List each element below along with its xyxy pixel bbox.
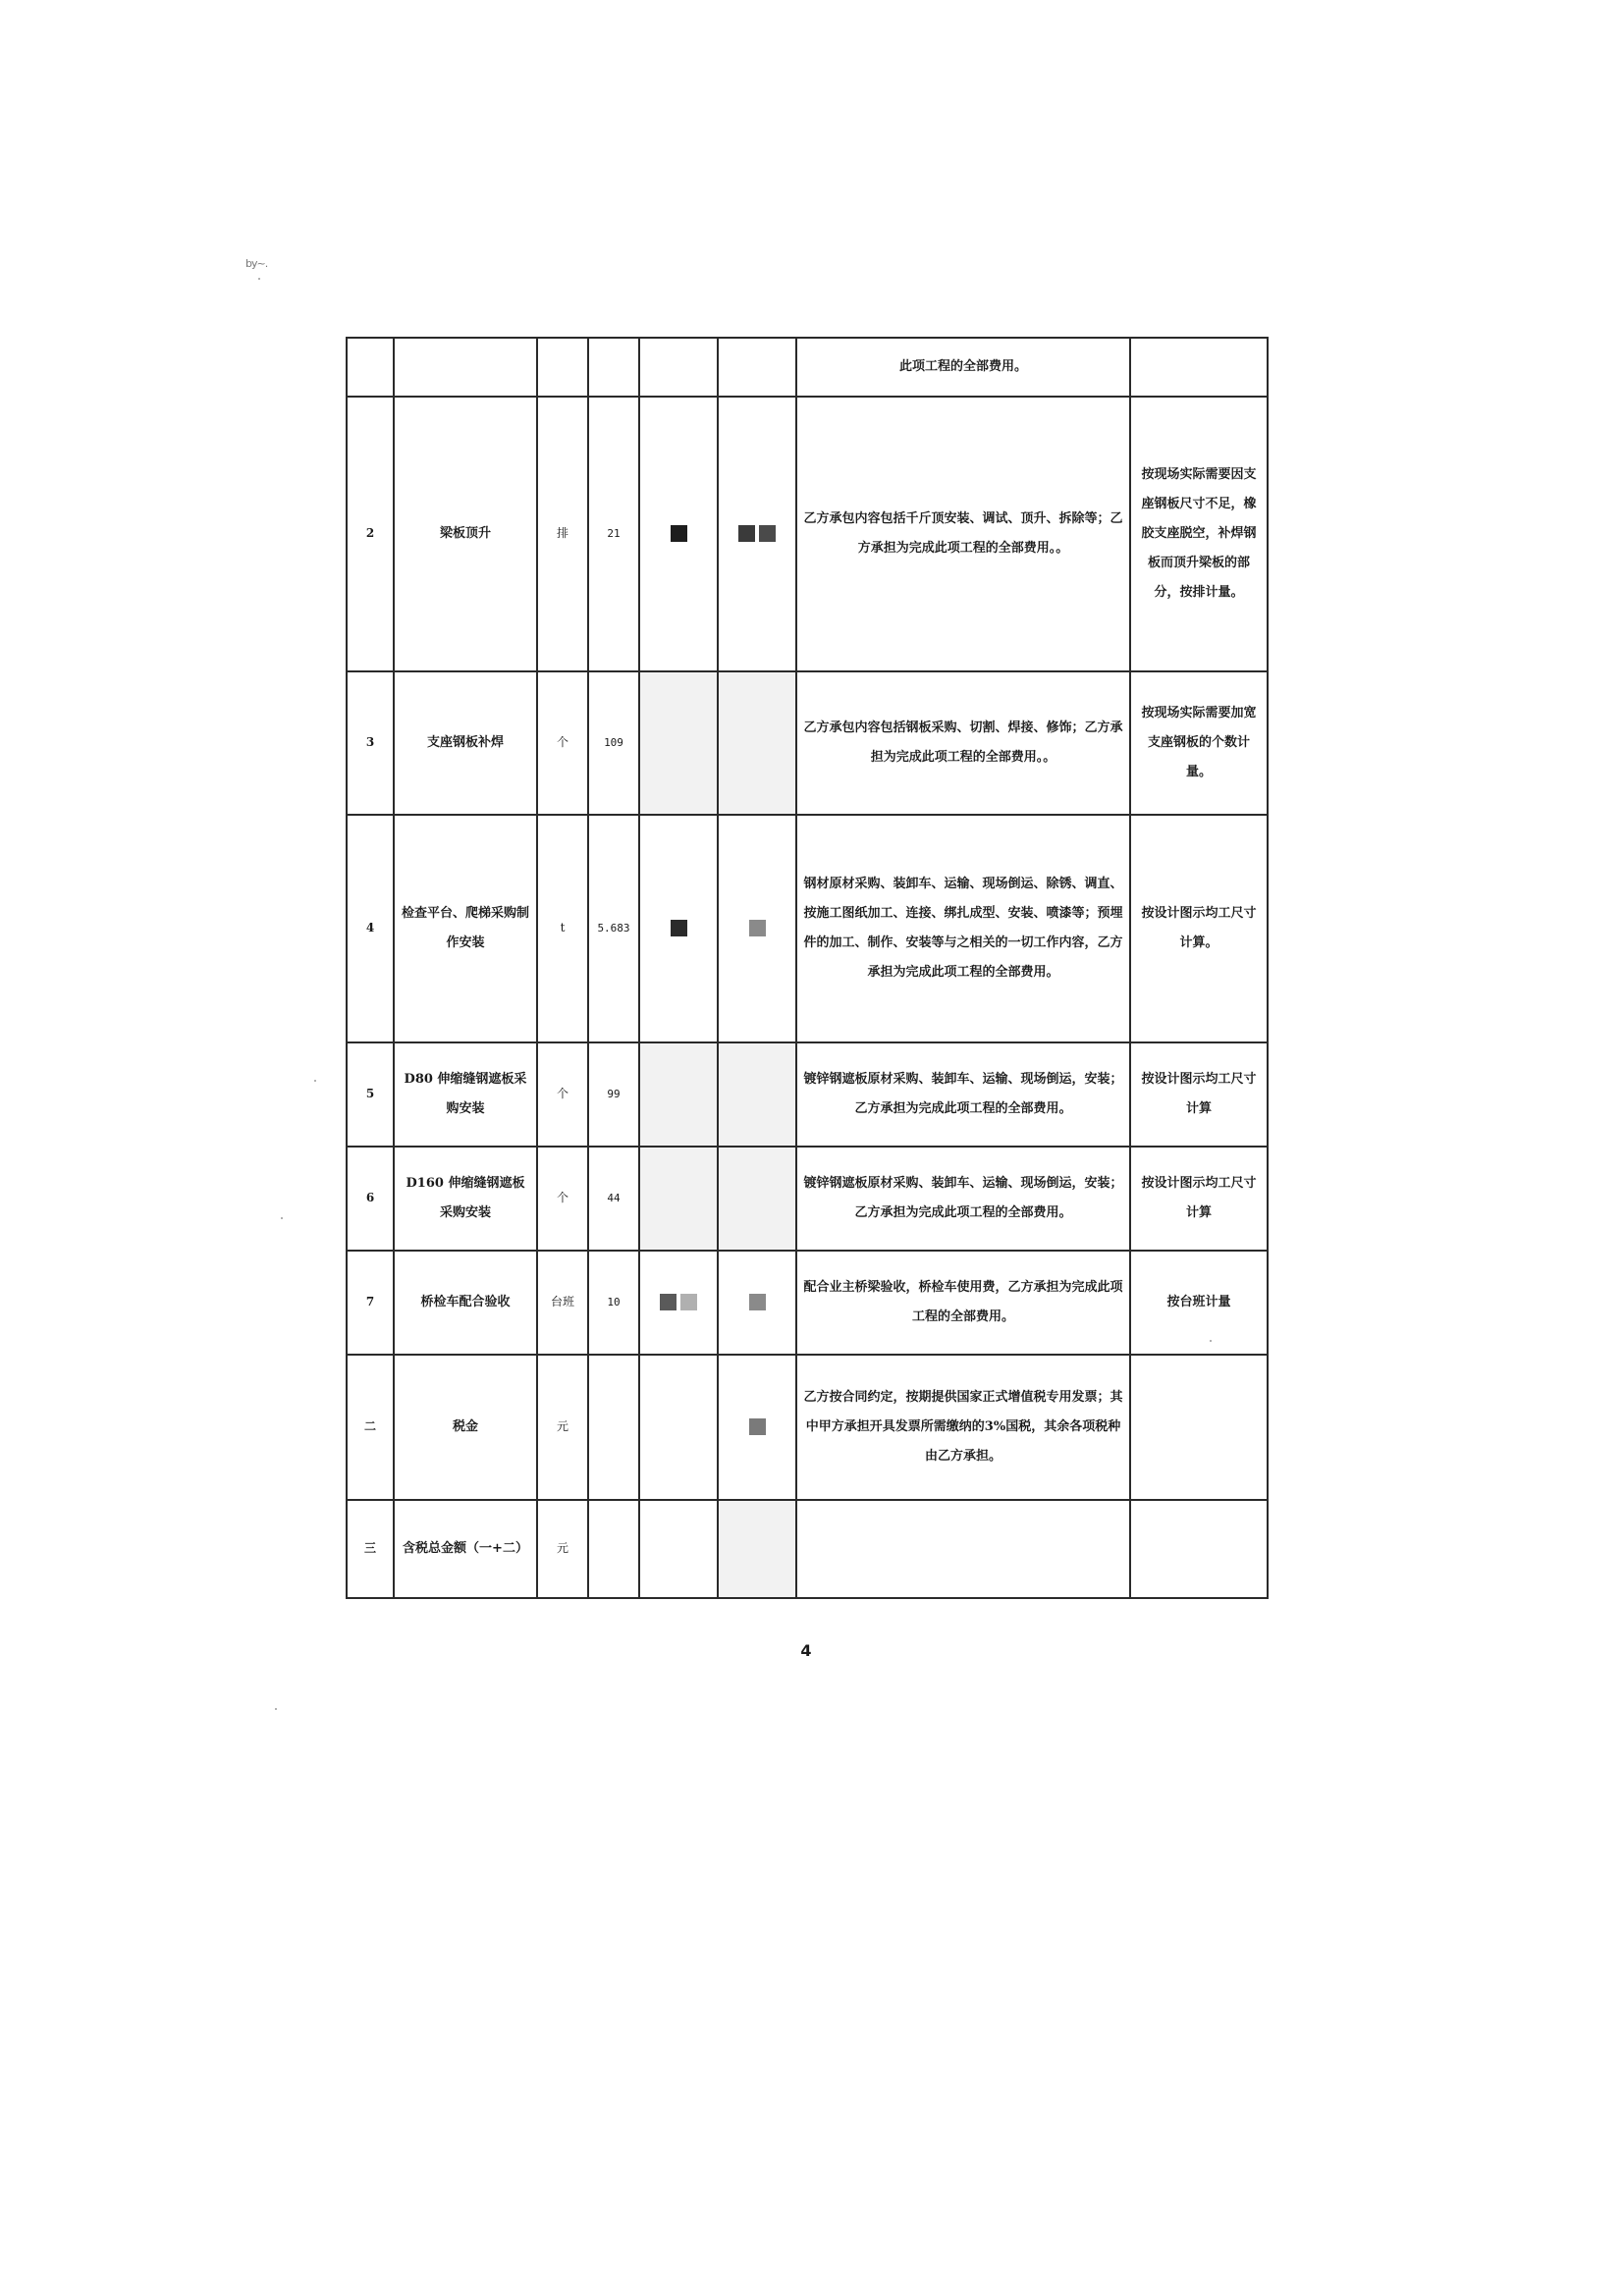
table-row — [347, 1042, 1268, 1147]
redaction-block — [759, 525, 776, 542]
redaction-block — [671, 525, 687, 542]
cell-amount-redacted — [718, 1251, 796, 1355]
table-row — [347, 1147, 1268, 1251]
cell-description: 镀锌钢遮板原材采购、装卸车、运输、现场倒运，安装；乙方承担为完成此项工程的全部费用。 — [796, 1042, 1130, 1147]
cell-item-name: 税金 — [394, 1355, 537, 1500]
cell-note: 按设计图示均工尺寸计算。 — [1130, 815, 1268, 1042]
cell-note — [1130, 1500, 1268, 1598]
cell-unit: 元 — [537, 1355, 588, 1500]
table-row — [347, 671, 1268, 815]
redaction-block — [749, 1418, 766, 1435]
cell-description: 乙方按合同约定，按期提供国家正式增值税专用发票；其中甲方承担开具发票所需缴纳的3%国税，其余各项税种由乙方承担。 — [796, 1355, 1130, 1500]
cell-empty — [537, 338, 588, 397]
cell-quantity — [588, 1355, 639, 1500]
cell-unit-price-redacted — [639, 1500, 718, 1598]
cell-description: 镀锌钢遮板原材采购、装卸车、运输、现场倒运，安装；乙方承担为完成此项工程的全部费用。 — [796, 1147, 1130, 1251]
cell-amount-redacted — [718, 671, 796, 815]
cell-item-name: D160 伸缩缝钢遮板采购安装 — [394, 1147, 537, 1251]
cell-description — [796, 1500, 1130, 1598]
cell-quantity: 10 — [588, 1251, 639, 1355]
cell-item-no: 3 — [347, 671, 394, 815]
scan-speck — [314, 1080, 316, 1082]
scan-speck — [258, 278, 260, 280]
cell-note: 按现场实际需要加宽支座钢板的个数计量。 — [1130, 671, 1268, 815]
redaction-block — [738, 525, 755, 542]
cell-unit: t — [537, 815, 588, 1042]
cell-note: 按设计图示均工尺寸计算 — [1130, 1147, 1268, 1251]
cell-description: 钢材原材采购、装卸车、运输、现场倒运、除锈、调直、按施工图纸加工、连接、绑扎成型、安装、喷漆等；预埋件的加工、制作、安装等与之相关的一切工作内容，乙方承担为完成此项工程的全部费用。 — [796, 815, 1130, 1042]
cell-unit-price-redacted — [639, 815, 718, 1042]
table-row — [347, 397, 1268, 671]
cell-note — [1130, 1355, 1268, 1500]
cell-item-name: D80 伸缩缝钢遮板采购安装 — [394, 1042, 537, 1147]
cell-unit: 个 — [537, 1042, 588, 1147]
redaction-block — [660, 1294, 677, 1310]
cell-item-name: 桥检车配合验收 — [394, 1251, 537, 1355]
cell-unit-price-redacted — [639, 1147, 718, 1251]
cell-description: 乙方承包内容包括千斤顶安装、调试、顶升、拆除等；乙方承担为完成此项工程的全部费用。。 — [796, 397, 1130, 671]
cell-item-no: 7 — [347, 1251, 394, 1355]
cell-quantity: 5.683 — [588, 815, 639, 1042]
redaction-block — [749, 920, 766, 936]
cell-amount-redacted — [718, 815, 796, 1042]
cell-unit-price-redacted — [639, 397, 718, 671]
cell-unit: 个 — [537, 1147, 588, 1251]
cell-amount-redacted — [718, 1042, 796, 1147]
cell-item-no: 4 — [347, 815, 394, 1042]
cell-item-no: 5 — [347, 1042, 394, 1147]
cell-note: 按设计图示均工尺寸计算 — [1130, 1042, 1268, 1147]
table-row — [347, 1251, 1268, 1355]
redaction-block — [749, 1294, 766, 1310]
scan-mark: by~. — [245, 257, 268, 270]
table-row — [347, 815, 1268, 1042]
cell-item-no: 二 — [347, 1355, 394, 1500]
cell-quantity: 109 — [588, 671, 639, 815]
cell-unit: 台班 — [537, 1251, 588, 1355]
cell-unit-price-redacted — [639, 1042, 718, 1147]
cell-empty — [394, 338, 537, 397]
cell-description: 乙方承包内容包括钢板采购、切割、焊接、修饰；乙方承担为完成此项工程的全部费用。。 — [796, 671, 1130, 815]
cell-unit: 个 — [537, 671, 588, 815]
cell-empty — [639, 338, 718, 397]
page-number: 4 — [800, 1641, 812, 1660]
cell-unit: 元 — [537, 1500, 588, 1598]
cell-item-name: 检查平台、爬梯采购制作安装 — [394, 815, 537, 1042]
redaction-block — [680, 1294, 697, 1310]
cell-unit-price-redacted — [639, 671, 718, 815]
scan-speck — [275, 1708, 277, 1710]
cost-breakdown-table — [346, 337, 1269, 1599]
cell-empty — [1130, 338, 1268, 397]
cell-item-no: 2 — [347, 397, 394, 671]
cell-quantity: 21 — [588, 397, 639, 671]
cell-item-no: 6 — [347, 1147, 394, 1251]
cell-amount-redacted — [718, 1355, 796, 1500]
cell-note: 按台班计量 — [1130, 1251, 1268, 1355]
cell-unit-price-redacted — [639, 1355, 718, 1500]
cell-amount-redacted — [718, 1147, 796, 1251]
cell-item-name: 支座钢板补焊 — [394, 671, 537, 815]
cell-quantity: 99 — [588, 1042, 639, 1147]
cell-item-name: 梁板顶升 — [394, 397, 537, 671]
cell-quantity — [588, 1500, 639, 1598]
cell-unit-price-redacted — [639, 1251, 718, 1355]
cell-quantity: 44 — [588, 1147, 639, 1251]
cell-amount-redacted — [718, 397, 796, 671]
cell-amount-redacted — [718, 1500, 796, 1598]
scan-speck — [281, 1217, 283, 1219]
table-row — [347, 1355, 1268, 1500]
cell-empty — [588, 338, 639, 397]
cell-item-name: 含税总金额（一+二） — [394, 1500, 537, 1598]
table-row-continuation — [347, 338, 1268, 397]
cell-empty — [347, 338, 394, 397]
cell-note: 按现场实际需要因支座钢板尺寸不足，橡胶支座脱空，补焊钢板而顶升梁板的部分，按排计量。 — [1130, 397, 1268, 671]
cell-item-no: 三 — [347, 1500, 394, 1598]
cell-unit: 排 — [537, 397, 588, 671]
cell-description: 此项工程的全部费用。 — [796, 338, 1130, 397]
cell-empty — [718, 338, 796, 397]
redaction-block — [671, 920, 687, 936]
cell-description: 配合业主桥梁验收，桥检车使用费，乙方承担为完成此项工程的全部费用。 — [796, 1251, 1130, 1355]
table-row — [347, 1500, 1268, 1598]
